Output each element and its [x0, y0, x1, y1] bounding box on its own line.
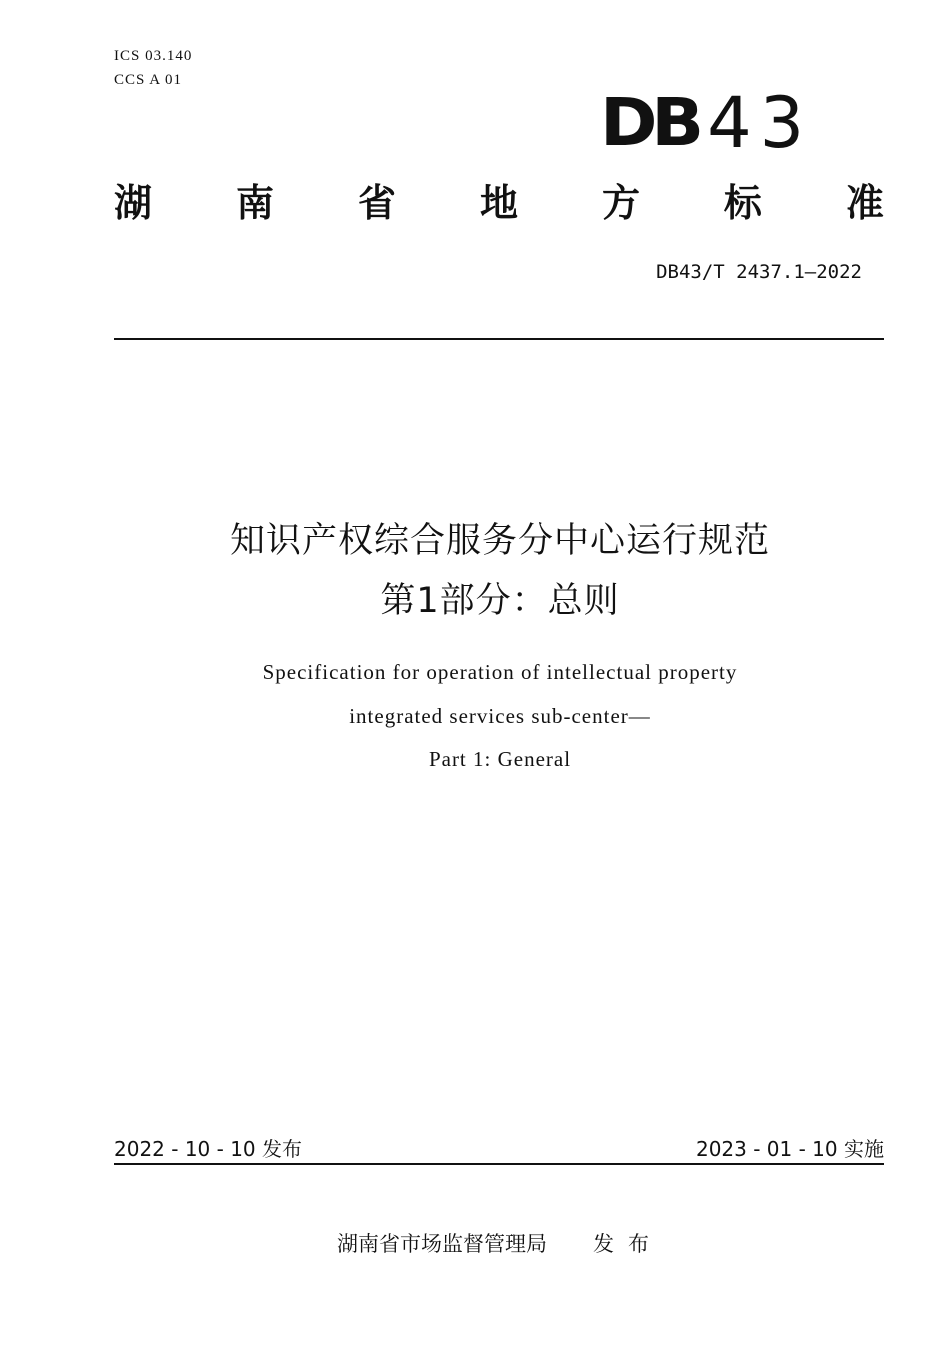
issuer-line [0, 1228, 950, 1258]
cn-title-line1: 知识产权综合服务分中心运行规范 [229, 521, 770, 561]
en-title-line3: Part 1: General [428, 747, 572, 771]
en-title-line1: Specification for operation of intellectual property [262, 660, 738, 684]
ccs-code: CCS A 01 [114, 72, 183, 88]
standard-type-char: 方 [601, 181, 640, 225]
issuer-action: 发布 [593, 1232, 663, 1256]
logo-prefix: DB [600, 84, 698, 161]
standard-number: DB43/T 2437.1—2022 [656, 261, 862, 283]
publish-date: 2022 - 10 - 10 发布 [114, 1137, 303, 1161]
standard-type-char: 地 [479, 181, 518, 225]
cn-title-line2: 第1部分：总则 [380, 581, 620, 621]
standard-type-char: 南 [235, 181, 274, 225]
standard-type-char: 湖 [114, 181, 153, 225]
issuer-name: 湖南省市场监督管理局 [337, 1232, 547, 1256]
bottom-divider [114, 1163, 884, 1165]
en-title-line2: integrated services sub-center— [349, 704, 651, 728]
classification-codes [114, 44, 192, 92]
implement-date: 2023 - 01 - 10 实施 [695, 1137, 884, 1161]
logo-number: 43 [707, 82, 813, 164]
top-divider [114, 338, 884, 340]
db43-logo [600, 82, 813, 164]
ics-code: ICS 03.140 [114, 48, 193, 64]
standard-type-char: 准 [845, 181, 884, 225]
standard-type-char: 省 [357, 181, 396, 225]
standard-type-char: 标 [723, 181, 762, 225]
standard-type-heading [114, 178, 884, 228]
